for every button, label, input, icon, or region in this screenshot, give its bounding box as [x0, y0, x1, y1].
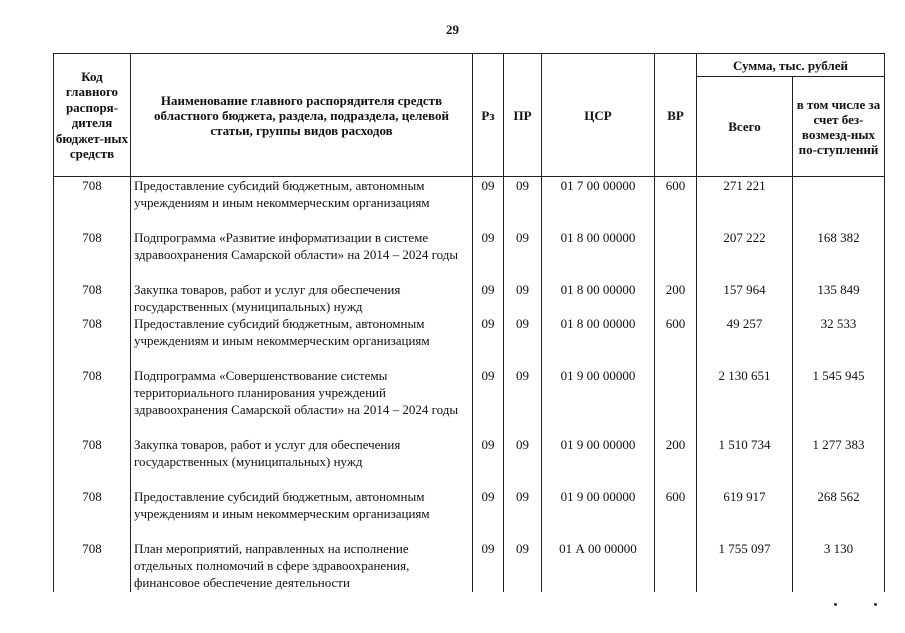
cell-pr: 09 — [504, 488, 542, 540]
table-row — [54, 436, 885, 488]
cell-vr: 200 — [655, 281, 697, 315]
cell-gratuitous — [793, 177, 885, 229]
cell-pr: 09 — [504, 177, 542, 229]
cell-rz: 09 — [473, 315, 504, 367]
cell-total: 271 221 — [697, 177, 793, 229]
cell-vr: 600 — [655, 177, 697, 229]
cell-total: 49 257 — [697, 315, 793, 367]
header-name: Наименование главного распорядителя средств областного бюджета, раздела, подраздела, целевой статьи, группы видов расходов — [131, 54, 473, 177]
table-row — [54, 540, 885, 592]
header-row-1 — [54, 54, 885, 77]
cell-pr: 09 — [504, 436, 542, 488]
cell-rz: 09 — [473, 540, 504, 592]
cell-csr: 01 А 00 00000 — [542, 540, 655, 592]
header-gratuitous: в том числе за счет без-возмезд-ных по-ступлений — [793, 77, 885, 177]
cell-rz: 09 — [473, 229, 504, 281]
cell-code: 708 — [54, 436, 131, 488]
cell-pr: 09 — [504, 229, 542, 281]
cell-total: 2 130 651 — [697, 367, 793, 436]
cell-rz: 09 — [473, 177, 504, 229]
cell-csr: 01 8 00 00000 — [542, 281, 655, 315]
cell-name: Закупка товаров, работ и услуг для обеспечения государственных (муниципальных) нужд — [131, 436, 473, 488]
cell-name: Закупка товаров, работ и услуг для обеспечения государственных (муниципальных) нужд — [131, 281, 473, 315]
scan-speck — [874, 603, 877, 606]
cell-pr: 09 — [504, 315, 542, 367]
budget-table — [53, 53, 885, 592]
cell-code: 708 — [54, 488, 131, 540]
header-sum: Сумма, тыс. рублей — [697, 54, 885, 77]
cell-gratuitous: 135 849 — [793, 281, 885, 315]
cell-total: 619 917 — [697, 488, 793, 540]
cell-name: Предоставление субсидий бюджетным, автономным учреждениям и иным некоммерческим организациям — [131, 315, 473, 367]
cell-vr — [655, 540, 697, 592]
cell-code: 708 — [54, 540, 131, 592]
cell-pr: 09 — [504, 281, 542, 315]
cell-code: 708 — [54, 315, 131, 367]
cell-rz: 09 — [473, 436, 504, 488]
cell-gratuitous: 32 533 — [793, 315, 885, 367]
cell-name: Подпрограмма «Совершенствование системы территориального планирования учреждений здравоохранения Самарской области» на 2014 – 2024 годы — [131, 367, 473, 436]
cell-pr: 09 — [504, 367, 542, 436]
cell-total: 1 755 097 — [697, 540, 793, 592]
cell-code: 708 — [54, 281, 131, 315]
header-vr: ВР — [655, 54, 697, 177]
cell-rz: 09 — [473, 367, 504, 436]
cell-gratuitous: 1 545 945 — [793, 367, 885, 436]
cell-csr: 01 7 00 00000 — [542, 177, 655, 229]
cell-vr — [655, 229, 697, 281]
cell-code: 708 — [54, 177, 131, 229]
table-row — [54, 315, 885, 367]
cell-total: 1 510 734 — [697, 436, 793, 488]
cell-gratuitous: 1 277 383 — [793, 436, 885, 488]
cell-rz: 09 — [473, 488, 504, 540]
cell-name: Подпрограмма «Развитие информатизации в системе здравоохранения Самарской области» на 2014 – 2024 годы — [131, 229, 473, 281]
header-pr: ПР — [504, 54, 542, 177]
cell-vr: 600 — [655, 488, 697, 540]
cell-vr — [655, 367, 697, 436]
table-row — [54, 229, 885, 281]
scan-speck — [834, 603, 837, 606]
cell-gratuitous: 268 562 — [793, 488, 885, 540]
cell-csr: 01 9 00 00000 — [542, 488, 655, 540]
page-number: 29 — [446, 22, 459, 37]
table-row — [54, 488, 885, 540]
cell-gratuitous: 3 130 — [793, 540, 885, 592]
cell-code: 708 — [54, 229, 131, 281]
cell-name: Предоставление субсидий бюджетным, автономным учреждениям и иным некоммерческим организациям — [131, 488, 473, 540]
cell-rz: 09 — [473, 281, 504, 315]
table-row — [54, 177, 885, 229]
cell-csr: 01 9 00 00000 — [542, 436, 655, 488]
cell-csr: 01 8 00 00000 — [542, 315, 655, 367]
header-code: Код главного распоря-дителя бюджет-ных средств — [54, 54, 131, 177]
cell-name: Предоставление субсидий бюджетным, автономным учреждениям и иным некоммерческим организациям — [131, 177, 473, 229]
table-body — [54, 177, 885, 592]
cell-code: 708 — [54, 367, 131, 436]
cell-csr: 01 8 00 00000 — [542, 229, 655, 281]
cell-pr: 09 — [504, 540, 542, 592]
cell-total: 207 222 — [697, 229, 793, 281]
cell-total: 157 964 — [697, 281, 793, 315]
cell-vr: 200 — [655, 436, 697, 488]
table-row — [54, 281, 885, 315]
cell-csr: 01 9 00 00000 — [542, 367, 655, 436]
header-csr: ЦСР — [542, 54, 655, 177]
table-row — [54, 367, 885, 436]
cell-name: План мероприятий, направленных на исполнение отдельных полномочий в сфере здравоохранения, финансовое обеспечение деятельности — [131, 540, 473, 592]
header-rz: Рз — [473, 54, 504, 177]
cell-vr: 600 — [655, 315, 697, 367]
cell-gratuitous: 168 382 — [793, 229, 885, 281]
header-total: Всего — [697, 77, 793, 177]
